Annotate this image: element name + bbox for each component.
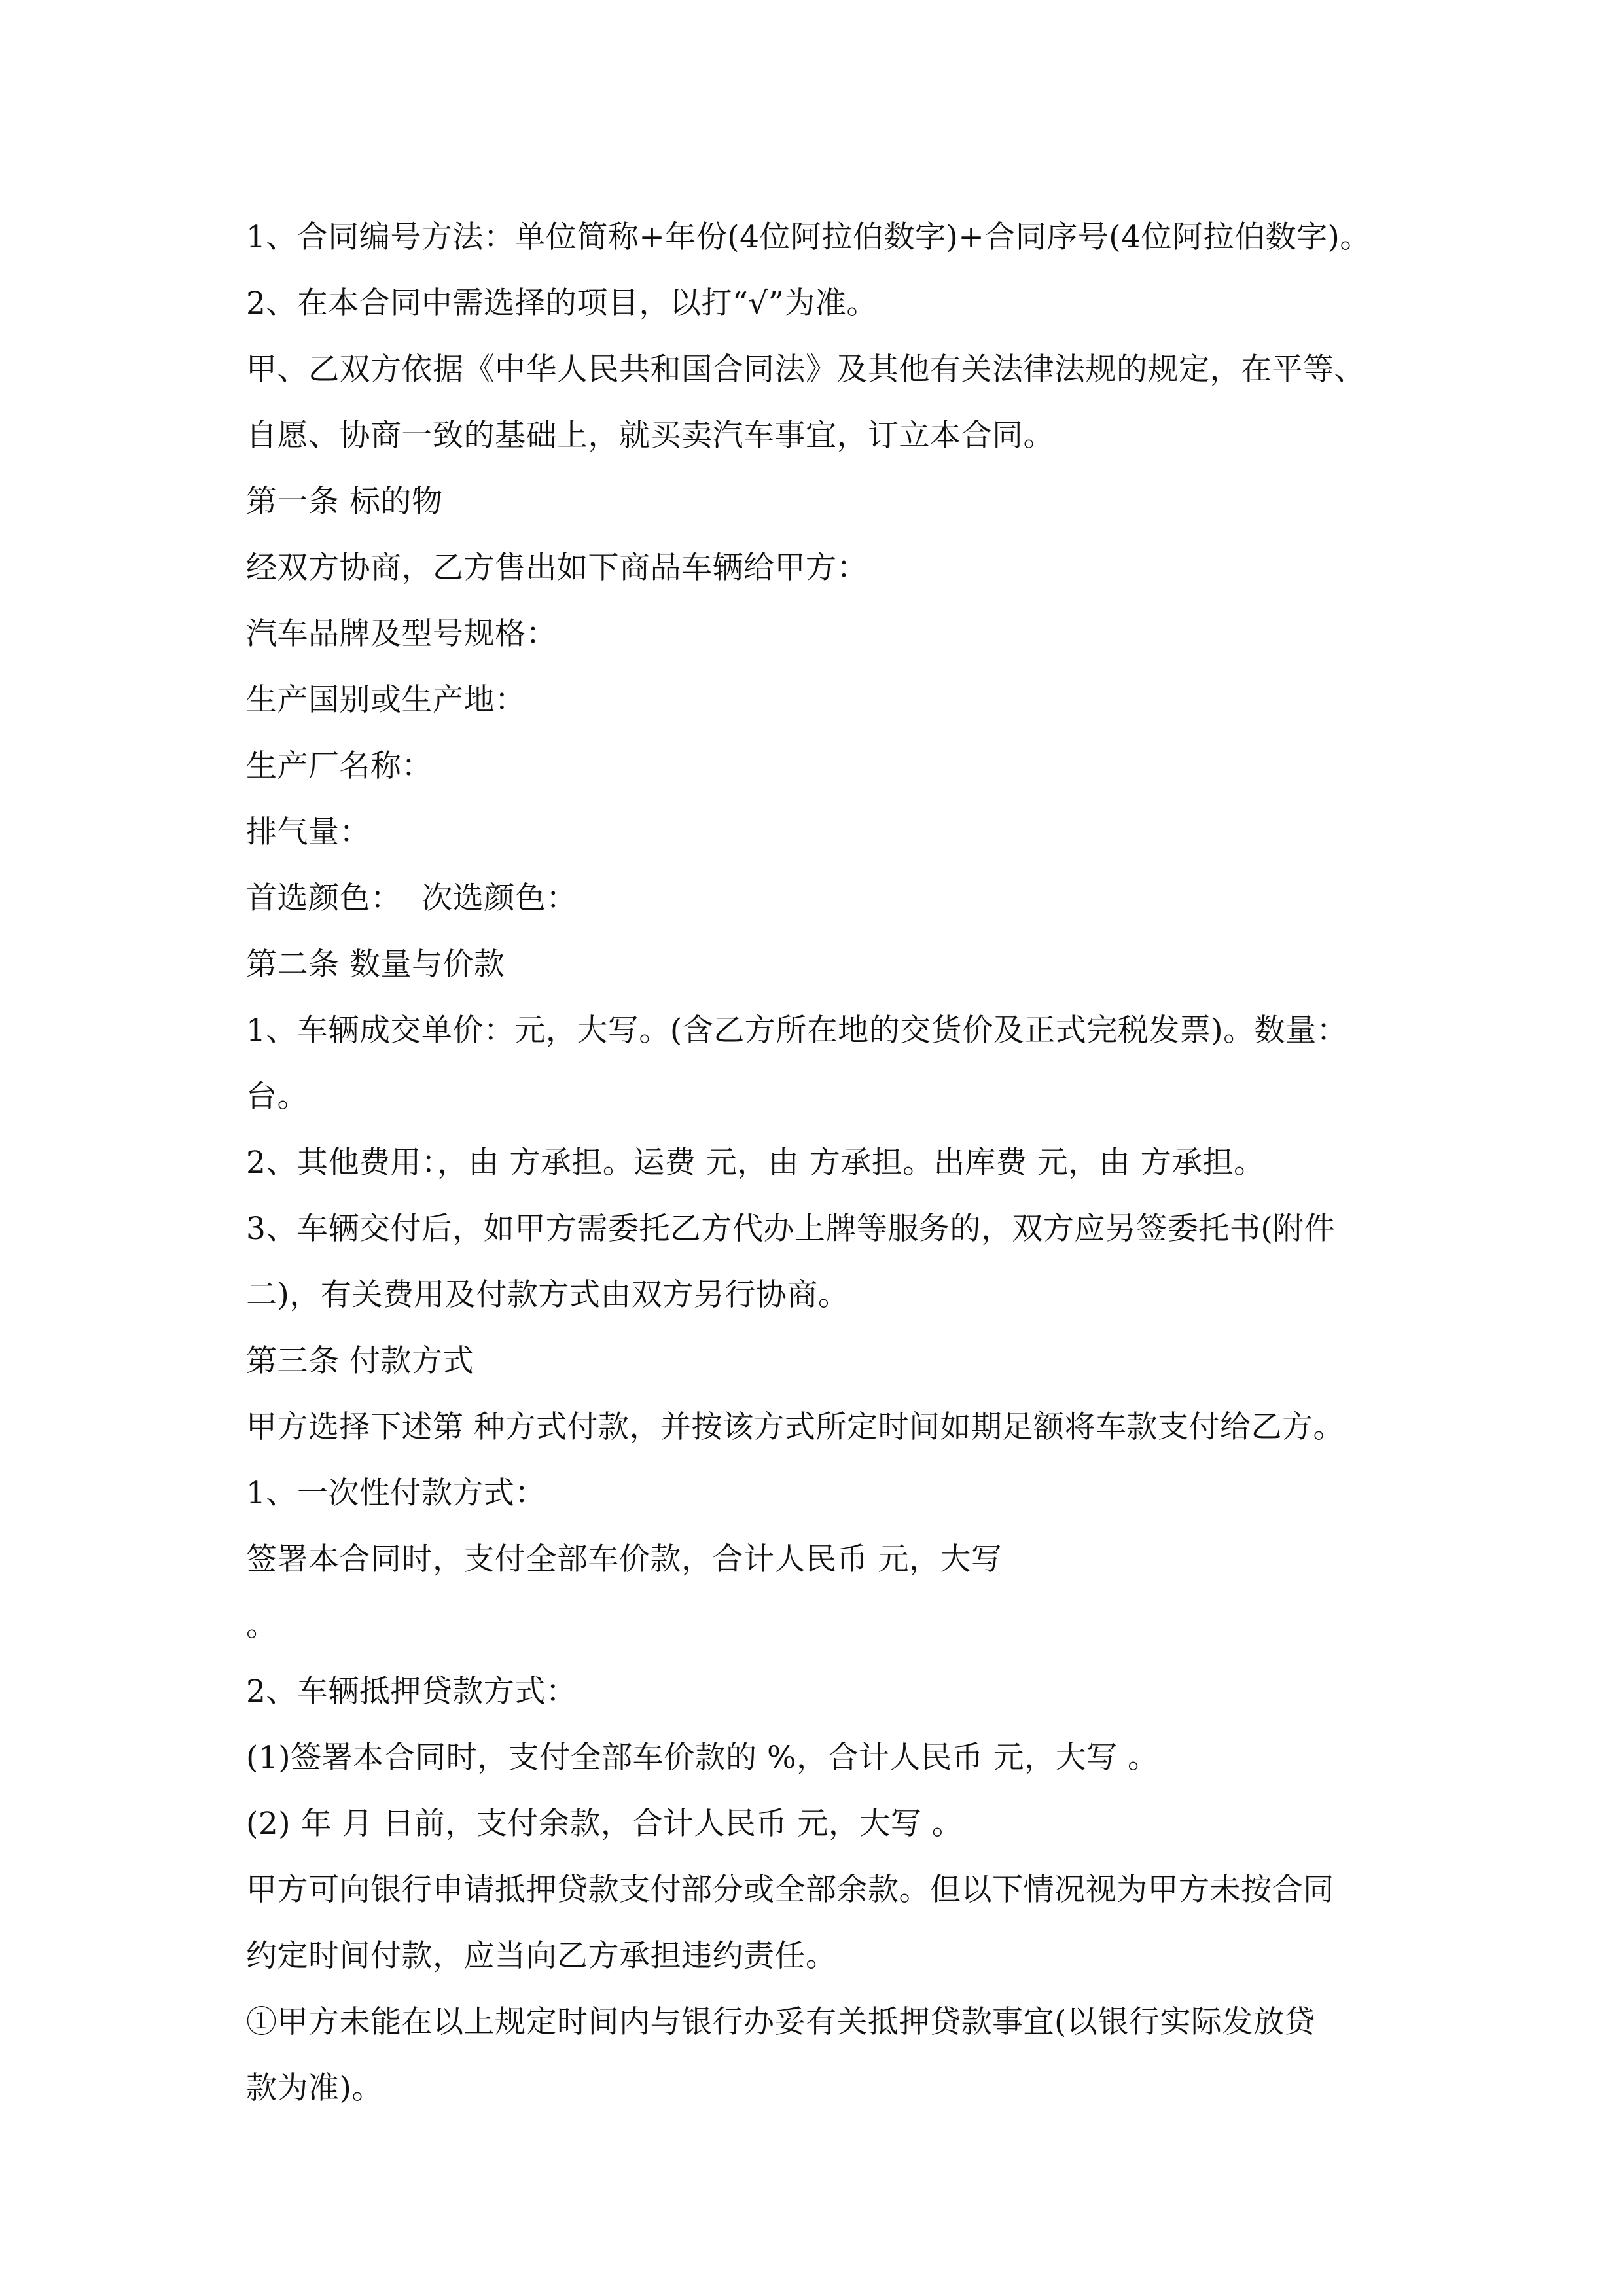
- article-2-heading: 第二条 数量与价款: [246, 946, 505, 982]
- document-body: [246, 204, 1398, 2121]
- numbering-method-line: 1、合同编号方法：单位简称+年份(4位阿拉伯数字)+合同序号(4位阿拉伯数字)。: [246, 219, 1371, 255]
- bank-loan-line-2: 约定时间付款，应当向乙方承担违约责任。: [246, 1938, 837, 1974]
- default-case-1-line-2: 款为准)。: [246, 2070, 383, 2106]
- preamble-line-1: 甲、乙双方依据《中华人民共和国合同法》及其他有关法律法规的规定，在平等、: [246, 351, 1365, 387]
- selection-mark-line: 2、在本合同中需选择的项目，以打“√”为准。: [246, 285, 878, 321]
- field-colors: 首选颜色： 次选颜色：: [246, 880, 577, 916]
- lump-sum-heading: 1、一次性付款方式：: [246, 1475, 546, 1511]
- field-displacement: 排气量：: [246, 814, 370, 850]
- preamble-line-2: 自愿、协商一致的基础上，就买卖汽车事宜，订立本合同。: [246, 418, 1054, 454]
- article-3-heading: 第三条 付款方式: [246, 1343, 474, 1379]
- lump-sum-line-2: 。: [246, 1607, 277, 1643]
- unit-price-line-1: 1、车辆成交单价：元，大写。(含乙方所在地的交货价及正式完税发票)。数量：: [246, 1013, 1348, 1049]
- mortgage-heading: 2、车辆抵押贷款方式：: [246, 1674, 577, 1710]
- bank-loan-line-1: 甲方可向银行申请抵押贷款支付部分或全部余款。但以下情况视为甲方未按合同: [246, 1872, 1334, 1908]
- field-manufacturer: 生产厂名称：: [246, 748, 433, 784]
- other-fees-line: 2、其他费用：，由 方承担。运费 元，由 方承担。出库费 元，由 方承担。: [246, 1145, 1265, 1181]
- unit-price-line-2: 台。: [246, 1079, 308, 1115]
- registration-service-line-1: 3、车辆交付后，如甲方需委托乙方代办上牌等服务的，双方应另签委托书(附件: [246, 1211, 1336, 1247]
- article-1-heading: 第一条 标的物: [246, 484, 443, 520]
- mortgage-item-1: (1)签署本合同时，支付全部车价款的 %，合计人民币 元，大写 。: [246, 1740, 1159, 1776]
- field-country-origin: 生产国别或生产地：: [246, 682, 526, 718]
- mortgage-item-2: (2) 年 月 日前，支付余款，合计人民币 元，大写 。: [246, 1806, 963, 1842]
- lump-sum-line-1: 签署本合同时，支付全部车价款，合计人民币 元，大写: [246, 1541, 1003, 1577]
- default-case-1-line-1: ①甲方未能在以上规定时间内与银行办妥有关抵押贷款事宜(以银行实际发放贷: [246, 2004, 1315, 2040]
- registration-service-line-2: 二)，有关费用及付款方式由双方另行协商。: [246, 1277, 849, 1313]
- article-1-intro: 经双方协商，乙方售出如下商品车辆给甲方：: [246, 550, 868, 586]
- field-brand-model: 汽车品牌及型号规格：: [246, 616, 557, 652]
- payment-choice-line: 甲方选择下述第 种方式付款，并按该方式所定时间如期足额将车款支付给乙方。: [246, 1409, 1344, 1445]
